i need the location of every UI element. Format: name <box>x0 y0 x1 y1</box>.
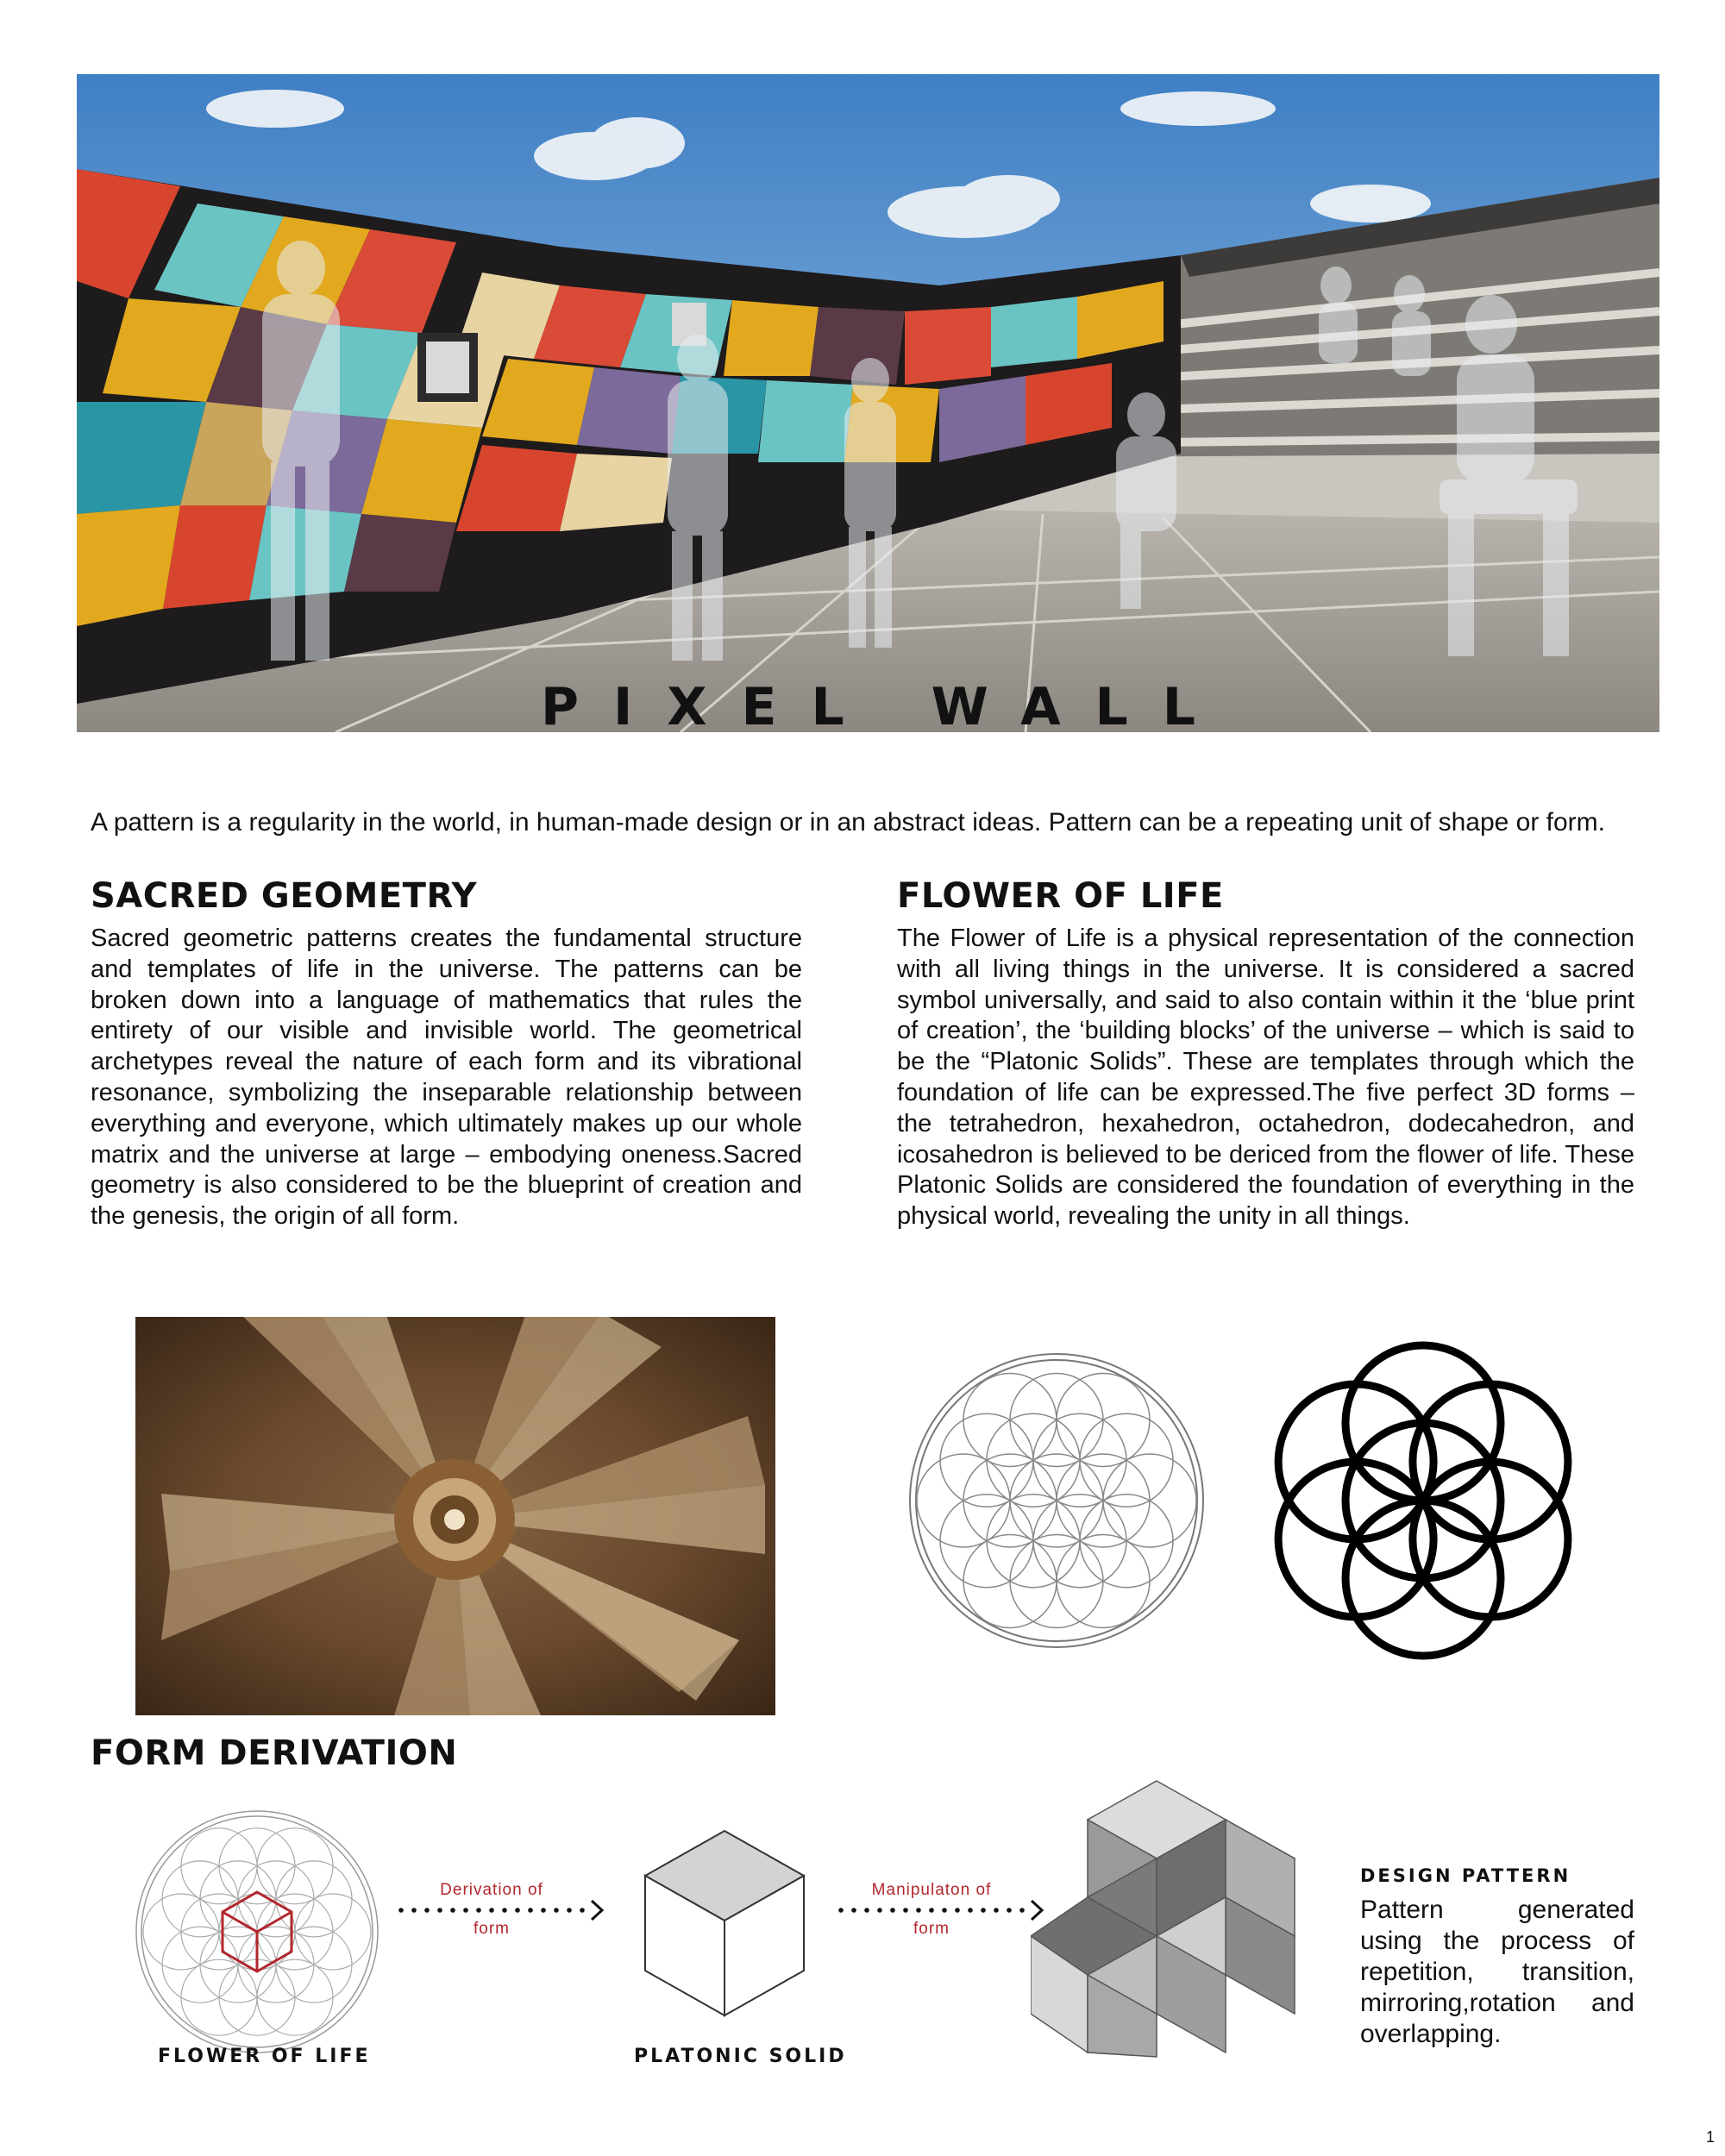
flower-of-life-heading: FLOWER OF LIFE <box>897 876 1224 916</box>
arrow1-label-bottom: form <box>474 1920 510 1938</box>
page-number: 1 <box>1706 2128 1716 2146</box>
design-pattern-text: Pattern generated using the process of repetition, transition, mirroring,rotation and overlapping. <box>1360 1896 1634 2048</box>
sacred-geometry-heading: SACRED GEOMETRY <box>91 876 478 916</box>
hero-image <box>77 74 1659 732</box>
design-pattern-cubes <box>1031 1772 1358 2065</box>
spiral-staircase-photo <box>135 1317 775 1715</box>
platonic-solid-cube <box>638 1824 811 2022</box>
hero-title: PIXEL WALL <box>540 677 1231 732</box>
flower-of-life-diagram <box>906 1350 1208 1651</box>
design-pattern-heading: DESIGN PATTERN <box>1360 1865 1571 1886</box>
sacred-geometry-body: Sacred geometric patterns creates the fundamental structure and templates of life in the universe. The patterns can be broken down into a language of mathematics that rules the entirety of our visible and invisible world. The geometrical archetypes reveal the nature of each form and its vibrational resonance, symbolizing the inseparable relationship between everything and everyone, which ultimately makes up our whole matrix and the universe at large – embodying oneness.Sacred geometry is also considered to be the blueprint of creation and the genesis, the origin of all form. <box>91 924 802 1231</box>
pixel-wall-render <box>77 74 1659 732</box>
intro-paragraph: A pattern is a regularity in the world, in human-made design or in an abstract ideas. Pattern can be a repeating unit of shape or form. <box>91 808 1605 837</box>
flower-of-life-body: The Flower of Life is a physical representation of the connection with all living things in the universe. It is considered a sacred symbol universally, and said to also contain within it the ‘blue print of creation’, the ‘building blocks’ of the universe – which is said to be the “Platonic Solids”. These are templates through which the foundation of life can be expressed.The five perfect 3D forms – the tetrahedron, hexahedron, octahedron, dodecahedron, and icosahedron is believed to be dericed from the flower of life. These Platonic Solids are considered the foundation of everything in the physical world, revealing the unity in all things. <box>897 924 1634 1231</box>
platonic-solid-caption: PLATONIC SOLID <box>634 2046 847 2067</box>
arrow2-label-bottom: form <box>913 1920 950 1938</box>
arrow1-label-top: Derivation of <box>440 1881 543 1899</box>
seed-of-life-diagram <box>1264 1341 1583 1660</box>
flower-of-life-derivation-diagram <box>132 1807 382 2057</box>
flower-of-life-caption: FLOWER OF LIFE <box>158 2046 371 2067</box>
form-derivation-heading: FORM DERIVATION <box>91 1733 458 1773</box>
arrow2-label-top: Manipulaton of <box>871 1881 992 1899</box>
